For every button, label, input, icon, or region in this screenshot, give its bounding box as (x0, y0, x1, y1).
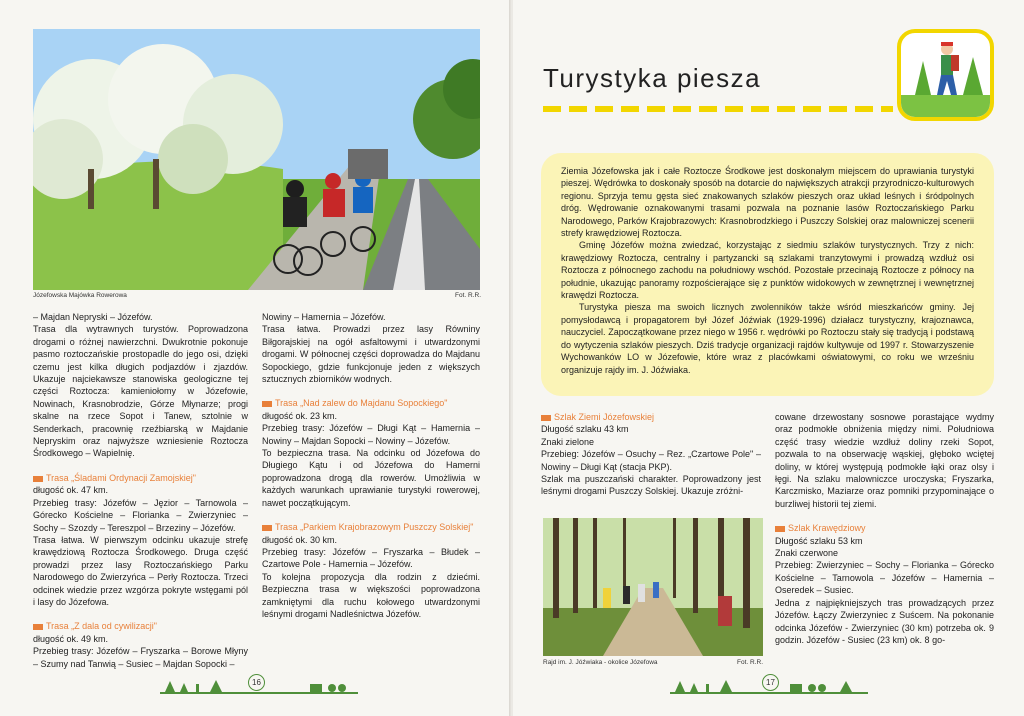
intro-box (541, 153, 994, 396)
spacer (262, 509, 480, 521)
paragraph: Długość szlaku 53 km (775, 535, 863, 546)
left-page (0, 0, 511, 716)
photo-credit-right: Fot. R.R. (737, 659, 764, 666)
right-column-2 (775, 411, 994, 646)
page-number-left: 16 (248, 674, 265, 691)
paragraph: Trasa dla wytrawnych turystów. Poprowadzona drogami o różnej nawierzchni. Dwukrotnie pokonuje pasmo roztoczańskie prostopadle do jego osi, dzięki czemu jest kilka długich podjazdów i zjazdów. Ukazuje najciekawsze stanowiska geologiczne tej części Roztocza: kamieniołomy w Józefowie, Nowinach, Krasnobrodzie, Górze Młynarze; progi skalne na rzece Sopot i Tanew, sztolnie w Senderkach, pracownię rzeźbiarską w Majdanie Nepryskim oraz najwyższe wzniesienie Roztocza Środkowego – Wapielnię. (33, 324, 248, 459)
spacer (33, 608, 248, 620)
spacer (33, 460, 248, 472)
left-column-1 (33, 311, 248, 670)
intro-paragraph: Turystyka piesza ma swoich licznych zwolenników także wśród mieszkańców gminy. Jej pomysłodawcą i propagatorem był Józef Jóźwiak (1929-1996) działacz turystyczny, krajoznawca, nauczyciel. Zapoczątkowane przez niego w 1956 r. wędrówki po Roztoczu stały się tradycją i podstawą do wytyczenia szlaków pieszych. Dziś tradycje organizacji rajdów kultywuje od 1997 r. Stowarzyszenie Wychowanków LO w Józefowie, które wraz z placówkami oświatowymi, co roku we wrześniu organizuje rajdy im. J. Jóźwiaka. (561, 302, 974, 375)
paragraph: długość ok. 23 km. (262, 410, 338, 421)
paragraph: Przebieg trasy: Józefów – Fryszarka – Borowe Młyny – Szumy nad Tanwią – Susiec – Majdan Sopocki – (33, 646, 248, 669)
route-title: Szlak Ziemi Józefowskiej (541, 411, 761, 423)
cyclists-photo (33, 29, 480, 290)
hikers-photo (543, 518, 763, 656)
right-column-1 (541, 411, 761, 498)
paragraph: – Majdan Nepryski – Józefów. (33, 312, 153, 322)
paragraph: cowane drzewostany sosnowe porastające wydmy oraz podmokłe obniżenia między nimi. Południowa część trasy wiedzie wzdłuż doliny rzeki Sopot, pozwala to na obserwację wąskiej, głęboko wciętej doliny, w której występują podmokłe łąki oraz olsy i łęgi. Na szlaku malowniczce uroczyska; Fryszarka, Karczmisko, Maziarze oraz pomniki przypominające o burzliwej historii tej ziemi. (775, 412, 994, 509)
spacer (775, 510, 994, 522)
paragraph: Przebieg trasy: Józefów – Długi Kąt – Hamernia – Nowiny – Majdan Sopocki – Nowiny – Józefów. (262, 423, 480, 446)
route-title: Szlak Krawędziowy (775, 522, 994, 534)
paragraph: Jedna z najpiękniejszych tras prowadzących przez Józefów. Łączy Zwierzyniec z Suścem. Na pokonanie odcinka Józefów - Zwierzyniec (30 km) potrzeba ok. 9 godzin. Józefów - Susiec (23 km) ok. 8 go- (775, 597, 994, 645)
paragraph: Trasa łatwa. Prowadzi przez lasy Równiny Biłgorajskiej na ogół asfaltowymi i utwardzonymi drogami. W północnej części doprowadza do Majdanu Sopockiego, gdzie funkcjonuje jeden z większych sztucznych zbiorników wodnych. (262, 324, 480, 385)
route-title: Trasa „Nad zalew do Majdanu Sopockiego" (262, 397, 480, 409)
spacer (262, 385, 480, 397)
paragraph: Trasa łatwa. W pierwszym odcinku ukazuje strefę krawędziową Roztocza Środkowego. Druga część prowadzi przez lasy Roztoczańskiego Parku Narodowego do Zwierzyńca – Perły Roztocza. Trzeci odcinek wiedzie przez wzgórza pokryte wstęgami pól i lasy do Józefowa. (33, 534, 248, 607)
intro-paragraph: Gminę Józefów można zwiedzać, korzystając z siedmiu szlaków turystycznych. Trzy z nich: krawędziowy Roztocza, centralny i partyzancki są szlakami tranzytowymi i prowadzą wzdłuż osi Roztocza z północnego zachodu na południowy wschód. Pozostałe przecinają Roztocze z północy na południe, ukazując panoramy rozpościerające się z punktów widokowych w zewnętrznej i wewnętrznej krawędzi Roztocza. (561, 240, 974, 301)
paragraph: Znaki czerwone (775, 548, 839, 559)
hiker-icon (897, 29, 994, 121)
route-title: Trasa „Parkiem Krajobrazowym Puszczy Solskiej" (262, 521, 480, 533)
intro-paragraph: Ziemia Józefowska jak i całe Roztocze Środkowe jest doskonałym miejscem do uprawiania turystyki pieszej. Wędrówka to doskonały sposób na dotarcie do największych atrakcji przyrodniczo-kulturowych regionu. Sprzyja temu gęsta sieć znakowanych szlaków pieszych oraz układ leśnych i śródpolnych dróg. Wędrowanie oznakowanymi trasami pozwala na poznanie lasów Roztoczańskiego Parku Narodowego, Parków Krajobrazowych: Krasnobrodzkiego i Puszczy Solskiej oraz malowniczej scenerii strefy krawędziowej Roztocza. (561, 166, 974, 239)
route-title: Trasa „Z dala od cywilizacji" (33, 620, 248, 632)
photo-caption-right: Rajd im. J. Jóźwiaka - okolice Józefowa (543, 659, 658, 666)
paragraph: Szlak ma puszczański charakter. Poprowadzony jest leśnymi drogami Puszczy Solskiej. Ukazuje zróżni- (541, 474, 761, 497)
paragraph: Przebieg: Zwierzyniec – Sochy – Florianka – Górecko Kościelne – Tarnowola – Józefów – Hamernia – Oseredek – Susiec. (775, 560, 994, 596)
paragraph: Długość szlaku 43 km (541, 424, 629, 435)
paragraph: Znaki zielone (541, 436, 595, 447)
paragraph: Przebieg: Józefów – Osuchy – Rez. „Czartowe Pole" – Nowiny – Długi Kąt (stacja PKP). (541, 449, 761, 472)
photo-credit-left: Fot. R.R. (455, 292, 482, 299)
left-column-2 (262, 311, 480, 620)
paragraph: Przebieg trasy: Józefów – Jęzior – Tarnowola – Górecko Kościelne – Florianka – Zwierzyniec – Sochy – Szozdy – Tereszpol – Brzeziny – Józefów. (33, 497, 248, 533)
paragraph: To bezpieczna trasa. Na odcinku od Józefowa do Długiego Kątu i od Józefowa do Hamerni poprowadzona drogą dla rowerów. Umożliwia w każdych warunkach uprawianie turystyki rowerowej, nawet początkującym. (262, 448, 480, 508)
page-number-right: 17 (762, 674, 779, 691)
photo-caption-left: Józefowska Majówka Rowerowa (33, 292, 127, 299)
paragraph: Nowiny – Hamernia – Józefów. (262, 312, 386, 322)
paragraph: długość ok. 30 km. (262, 534, 338, 545)
paragraph: To kolejna propozycja dla rodzin z dziećmi. Bezpieczna trasa w większości poprowadzona zamkniętymi dla ruchu kołowego utwardzonymi leśnymi drogami Nadleśnictwa Józefów. (262, 571, 480, 619)
paragraph: Przebieg trasy: Józefów – Fryszarka – Błudek – Czartowe Pole - Hamernia – Józefów. (262, 546, 480, 570)
route-title: Trasa „Śladami Ordynacji Zamojskiej" (33, 472, 248, 484)
paragraph: długość ok. 49 km. (33, 633, 109, 644)
page-title: Turystyka piesza (543, 63, 762, 93)
paragraph: długość ok. 47 km. (33, 485, 109, 496)
title-underline (543, 106, 893, 112)
